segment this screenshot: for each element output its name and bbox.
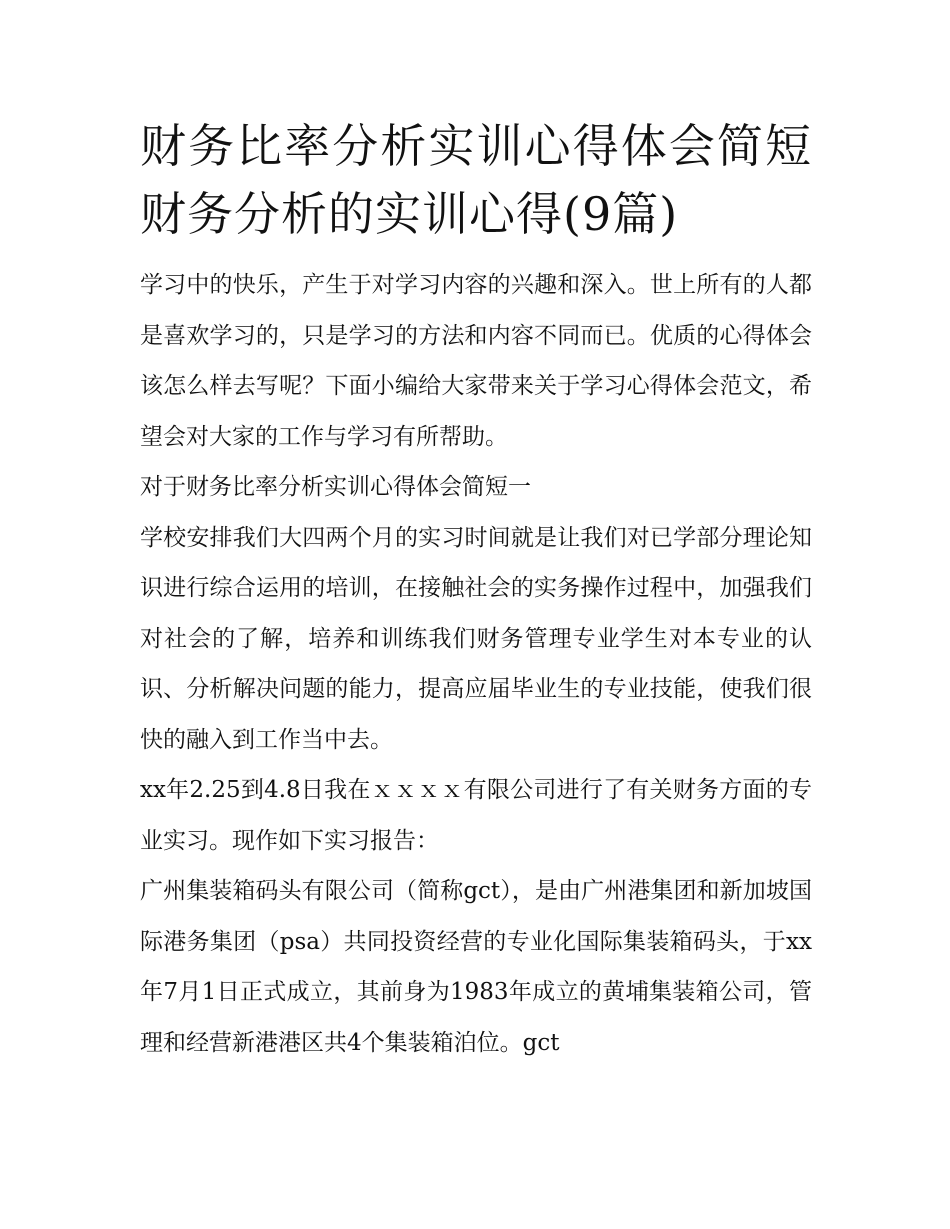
document-body [140,112,812,1068]
document-title: 财务比率分析实训心得体会简短 财务分析的实训心得(9篇) [140,119,812,241]
body-paragraph: xx年2.25到4.8日我在ｘｘｘｘ有限公司进行了有关财务方面的专业实习。现作如下实习报告： [140,777,812,854]
intro-paragraph: 学习中的快乐，产生于对学习内容的兴趣和深入。世上所有的人都是喜欢学习的，只是学习的方法和内容不同而已。优质的心得体会该怎么样去写呢？下面小编给大家带来关于学习心得体会范文，希望会对大家的工作与学习有所帮助。 [140,272,812,450]
body-paragraph: 学校安排我们大四两个月的实习时间就是让我们对已学部分理论知识进行综合运用的培训，在接触社会的实务操作过程中，加强我们对社会的了解，培养和训练我们财务管理专业学生对本专业的认识、分析解决问题的能力，提高应届毕业生的专业技能，使我们很快的融入到工作当中去。 [140,524,812,753]
body-paragraph: 广州集装箱码头有限公司（简称gct），是由广州港集团和新加坡国际港务集团（psa）共同投资经营的专业化国际集装箱码头，于xx年7月1日正式成立，其前身为1983年成立的黄埔集装箱公司，管理和经营新港港区共4个集装箱泊位。gct [140,878,812,1056]
section-heading: 对于财务比率分析实训心得体会简短一 [140,474,531,500]
